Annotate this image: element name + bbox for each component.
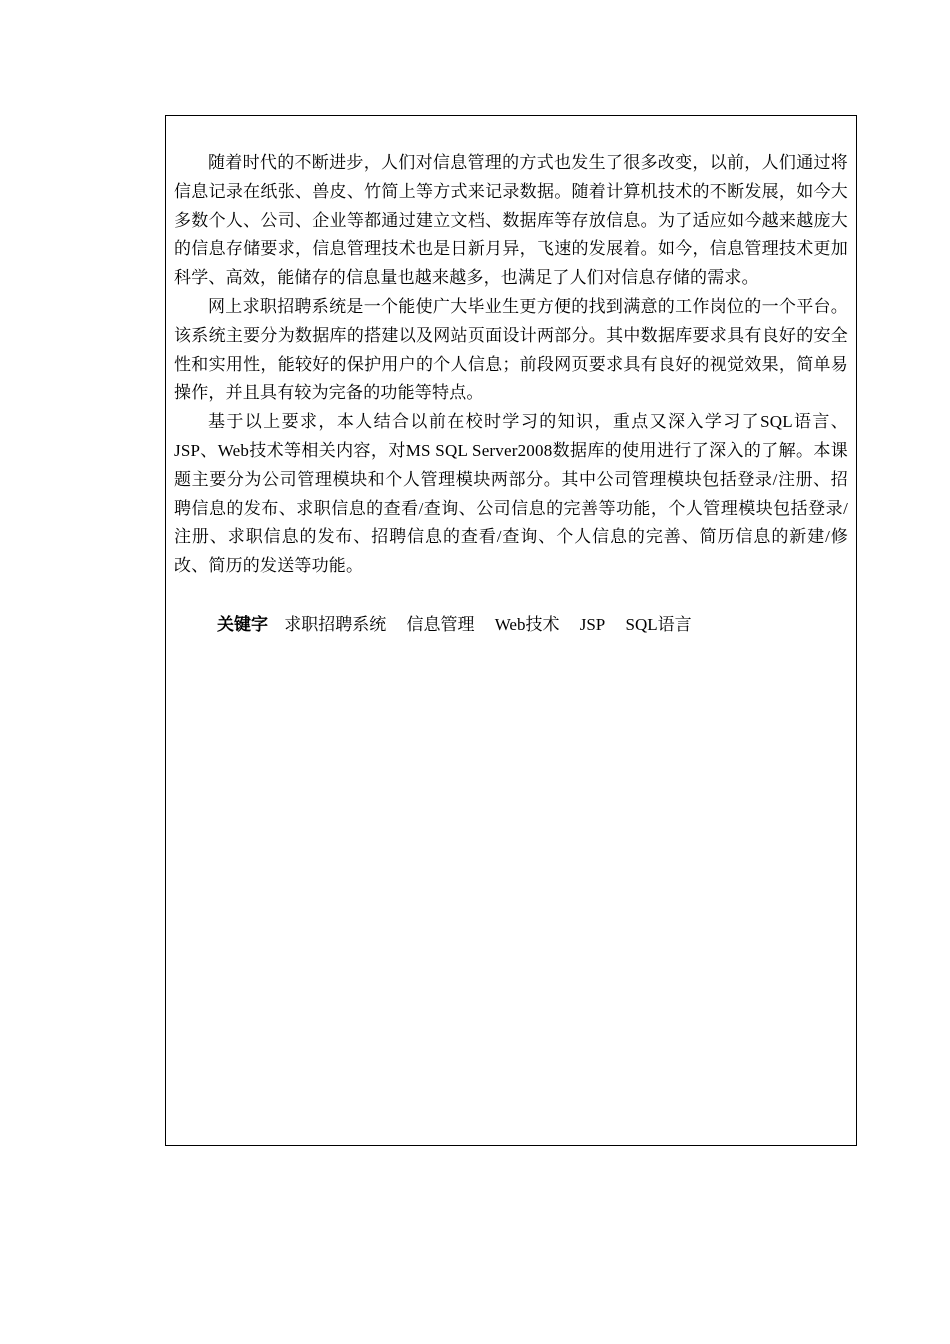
keyword-item: JSP (579, 614, 606, 634)
keyword-item: 求职招聘系统 (284, 614, 387, 634)
keywords-line (174, 611, 848, 639)
keyword-item: 信息管理 (406, 614, 475, 634)
keywords-label: 关键字 (217, 614, 268, 635)
abstract-box (165, 115, 857, 1146)
abstract-paragraph-2: 网上求职招聘系统是一个能使广大毕业生更方便的找到满意的工作岗位的一个平台。该系统主要分为数据库的搭建以及网站页面设计两部分。其中数据库要求具有良好的安全性和实用性，能较好的保护用户的个人信息；前段网页要求具有良好的视觉效果，简单易操作，并且具有较为完备的功能等特点。 (174, 296, 848, 403)
abstract-paragraph-1: 随着时代的不断进步，人们对信息管理的方式也发生了很多改变，以前，人们通过将信息记录在纸张、兽皮、竹简上等方式来记录数据。随着计算机技术的不断发展，如今大多数个人、公司、企业等都通过建立文档、数据库等存放信息。为了适应如今越来越庞大的信息存储要求，信息管理技术也是日新月异，飞速的发展着。如今，信息管理技术更加科学、高效，能储存的信息量也越来越多，也满足了人们对信息存储的需求。 (174, 153, 848, 288)
keyword-item: SQL语言 (625, 614, 692, 634)
keyword-item: Web技术 (494, 614, 560, 634)
abstract-paragraph-3: 基于以上要求，本人结合以前在校时学习的知识，重点又深入学习了SQL语言、JSP、Web技术等相关内容，对MS SQL Server2008数据库的使用进行了深入的了解。本课题主要分为公司管理模块和个人管理模块两部分。其中公司管理模块包括登录/注册、招聘信息的发布、求职信息的查看/查询、公司信息的完善等功能，个人管理模块包括登录/注册、求职信息的发布、招聘信息的查看/查询、个人信息的完善、简历信息的新建/修改、简历的发送等功能。 (174, 412, 848, 576)
